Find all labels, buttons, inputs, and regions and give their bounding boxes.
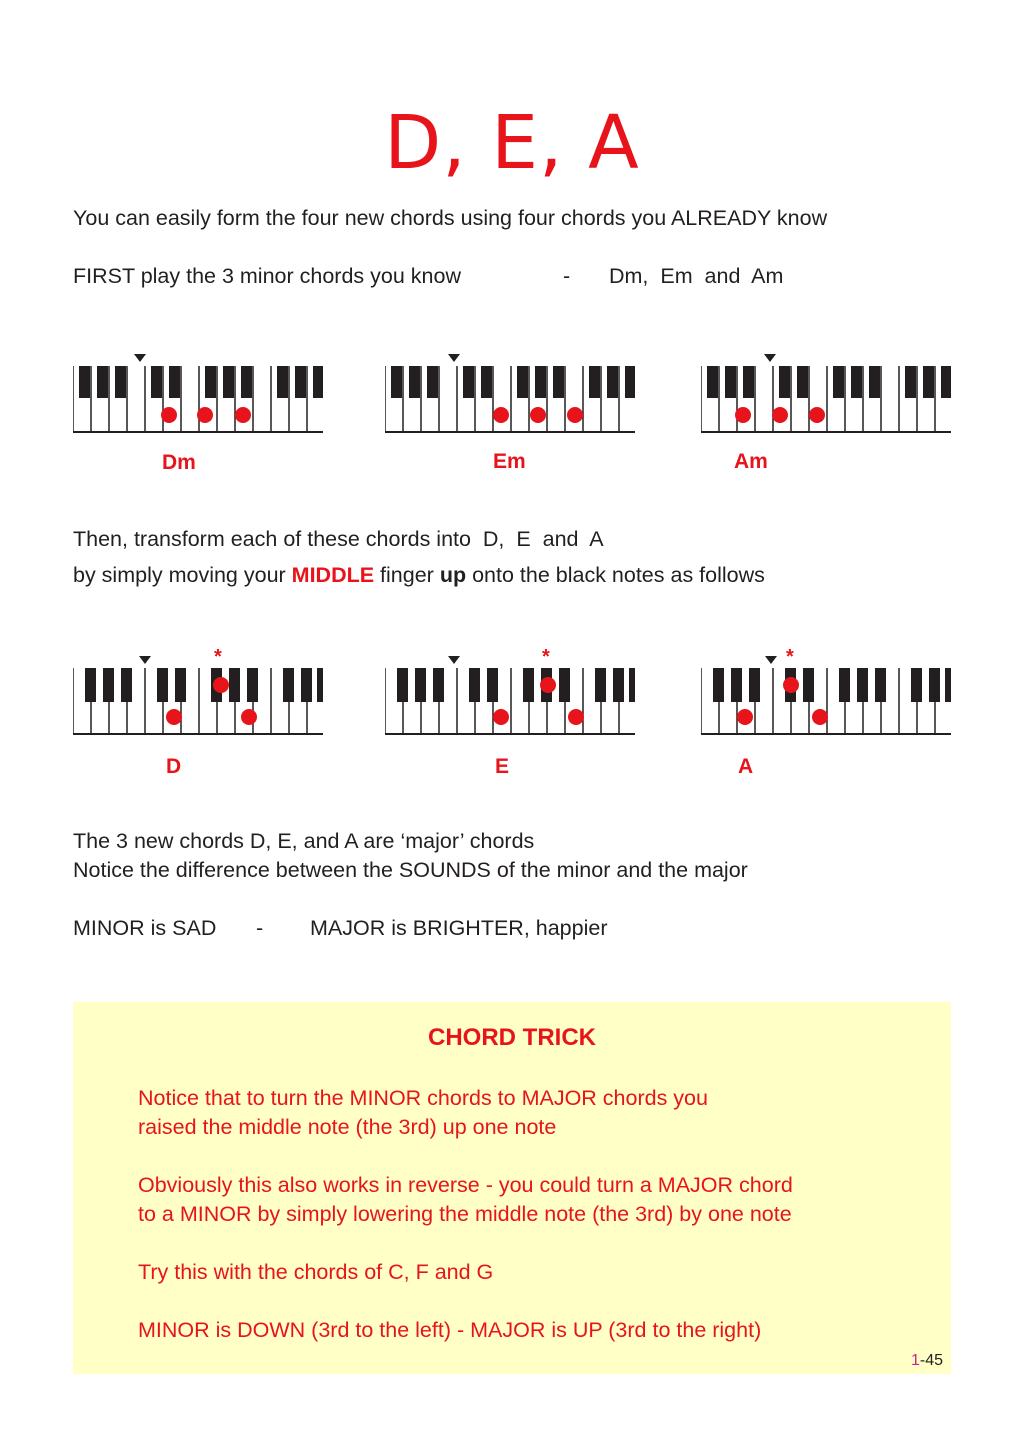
transform-line-2 bbox=[73, 563, 765, 588]
note-dot bbox=[197, 407, 213, 423]
note-dot bbox=[241, 709, 257, 725]
chord-trick-p2-line2: to a MINOR by simply lowering the middle note (the 3rd) by one note bbox=[138, 1202, 792, 1226]
first-line-dash: - bbox=[563, 264, 571, 288]
chord-trick-p4: MINOR is DOWN (3rd to the left) - MAJOR is UP (3rd to the right) bbox=[138, 1318, 762, 1342]
note-dot bbox=[812, 709, 828, 725]
page-title: D, E, A bbox=[384, 100, 640, 186]
page-number bbox=[911, 1352, 943, 1370]
minor-major-dash: - bbox=[256, 916, 264, 940]
keyboard-am bbox=[701, 354, 953, 434]
major-text-line-1: The 3 new chords D, E, and A are ‘major’ chords bbox=[73, 829, 535, 853]
first-line-left: FIRST play the 3 minor chords you know bbox=[73, 264, 461, 288]
note-dot-raised bbox=[783, 677, 799, 693]
note-dot bbox=[772, 407, 788, 423]
chord-trick-p1-line2: raised the middle note (the 3rd) up one note bbox=[138, 1115, 557, 1139]
black-keys bbox=[713, 668, 951, 702]
note-dot bbox=[568, 709, 584, 725]
note-dot bbox=[809, 407, 825, 423]
transform-text-pre: by simply moving your bbox=[73, 563, 292, 587]
keyboard-a bbox=[701, 656, 953, 736]
keyboard-a-svg bbox=[701, 656, 953, 736]
note-dot bbox=[493, 407, 509, 423]
transform-text-mid: finger bbox=[374, 563, 440, 587]
note-dot bbox=[737, 709, 753, 725]
note-dot bbox=[166, 709, 182, 725]
keyboard-e-svg bbox=[385, 656, 637, 736]
note-dot bbox=[530, 407, 546, 423]
keyboard-dm bbox=[73, 354, 325, 434]
keyboard-am-svg bbox=[701, 354, 953, 434]
major-text-line-2: Notice the difference between the SOUNDS of the minor and the major bbox=[73, 858, 748, 882]
note-dot bbox=[161, 407, 177, 423]
chord-trick-p2-line1: Obviously this also works in reverse - you could turn a MAJOR chord bbox=[138, 1173, 793, 1197]
chord-label-e: E bbox=[495, 755, 510, 778]
middle-c-marker bbox=[139, 656, 151, 664]
chord-trick-box bbox=[73, 1002, 951, 1374]
transform-text-post: onto the black notes as follows bbox=[466, 563, 765, 587]
keyboard-em bbox=[385, 354, 637, 434]
major-brighter-text: MAJOR is BRIGHTER, happier bbox=[310, 916, 608, 940]
star-marker-a: * bbox=[786, 646, 794, 668]
middle-highlight: MIDDLE bbox=[291, 563, 375, 587]
chord-label-em: Em bbox=[493, 450, 526, 473]
middle-c-marker bbox=[764, 354, 776, 362]
star-marker-e: * bbox=[542, 646, 550, 668]
keyboard-dm-svg bbox=[73, 354, 325, 434]
middle-c-marker bbox=[765, 656, 777, 664]
page-number-part: 1 bbox=[910, 1352, 920, 1369]
black-keys bbox=[85, 668, 323, 702]
note-dot bbox=[567, 407, 583, 423]
middle-c-marker bbox=[448, 354, 460, 362]
note-dot-raised bbox=[213, 677, 229, 693]
minor-sad-text: MINOR is SAD bbox=[73, 916, 217, 940]
black-keys bbox=[79, 366, 323, 398]
note-dot-raised bbox=[540, 677, 556, 693]
star-marker-d: * bbox=[214, 646, 222, 668]
note-dot bbox=[235, 407, 251, 423]
chord-trick-title: CHORD TRICK bbox=[428, 1024, 596, 1051]
intro-text: You can easily form the four new chords using four chords you ALREADY know bbox=[73, 206, 828, 230]
transform-line-1: Then, transform each of these chords into D, E and A bbox=[73, 527, 604, 551]
keyboard-e bbox=[385, 656, 637, 736]
black-keys bbox=[391, 366, 635, 398]
chord-label-d: D bbox=[166, 755, 182, 778]
black-keys bbox=[397, 668, 635, 702]
black-keys bbox=[707, 366, 951, 398]
keyboard-em-svg bbox=[385, 354, 637, 434]
note-dot bbox=[735, 407, 751, 423]
chord-label-a: A bbox=[738, 755, 754, 778]
chord-label-dm: Dm bbox=[162, 451, 196, 474]
middle-c-marker bbox=[134, 354, 146, 362]
chord-trick-p3: Try this with the chords of C, F and G bbox=[138, 1260, 494, 1284]
note-dot bbox=[493, 709, 509, 725]
up-highlight: up bbox=[439, 563, 467, 587]
keyboard-d-svg bbox=[73, 656, 325, 736]
page-number-rest: -45 bbox=[919, 1352, 943, 1369]
first-line-right: Dm, Em and Am bbox=[609, 264, 784, 288]
keyboard-d bbox=[73, 656, 325, 736]
chord-label-am: Am bbox=[734, 450, 768, 473]
middle-c-marker bbox=[448, 656, 460, 664]
chord-trick-p1-line1: Notice that to turn the MINOR chords to MAJOR chords you bbox=[138, 1086, 708, 1110]
